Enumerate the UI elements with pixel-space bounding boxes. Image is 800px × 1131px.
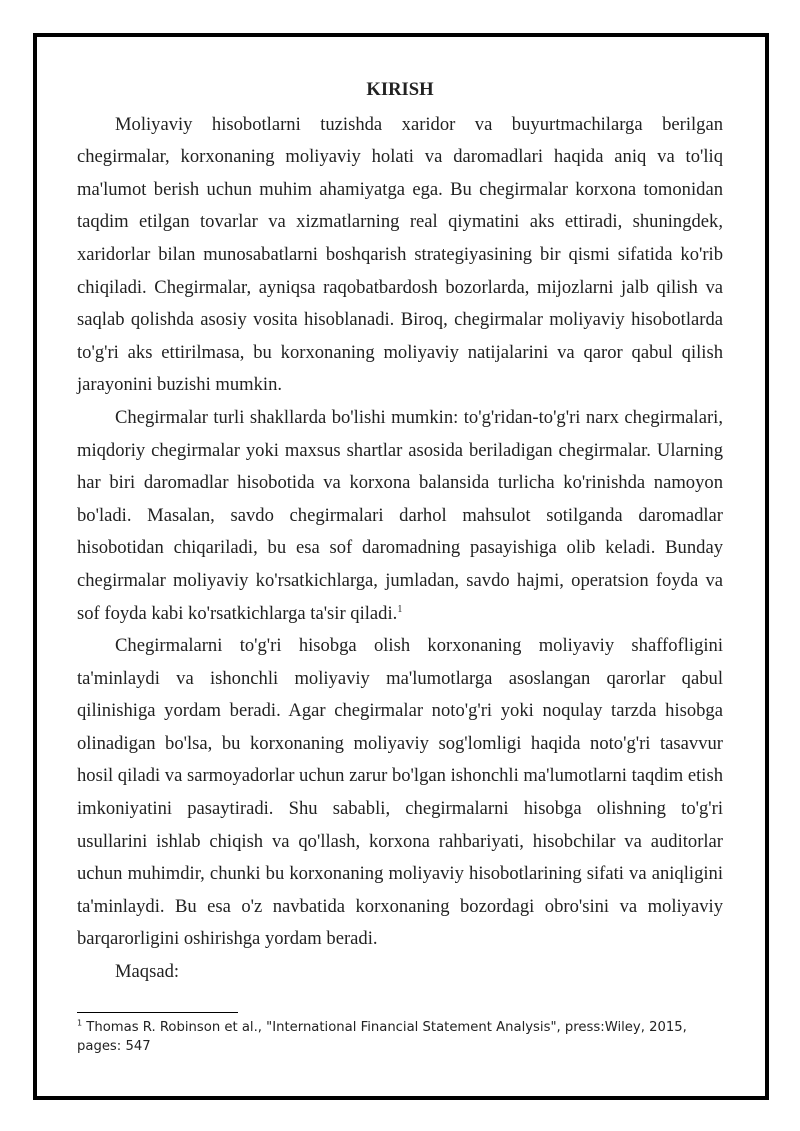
paragraph-2 bbox=[77, 402, 723, 630]
footnote-separator bbox=[77, 1012, 238, 1013]
footnote-text: Thomas R. Robinson et al., "International Financial Statement Analysis", press:Wiley, 2015, pages: 547 bbox=[77, 1020, 687, 1054]
paragraph-3: Chegirmalarni to'g'ri hisobga olish korxonaning moliyaviy shaffofligini ta'minlaydi va ishonchli moliyaviy ma'lumotlarga asoslangan qarorlar qabul qilinishiga yordam beradi. Agar chegirmalar noto'g'ri yoki noqulay tarzda hisobga olinadigan bo'lsa, bu korxonaning moliyaviy sog'lomligi haqida noto'g'ri tasavvur hosil qiladi va sarmoyadorlar uchun zarur bo'lgan ishonchli ma'lumotlarni taqdim etish imkoniyatini pasaytiradi. Shu sababli, chegirmalarni hisobga olishning to'g'ri usullarini ishlab chiqish va qo'llash, korxona rahbariyati, hisobchilar va auditorlar uchun muhimdir, chunki bu korxonaning moliyaviy hisobotlarining sifati va aniqligini ta'minlaydi. Bu esa o'z navbatida korxonaning bozordagi obro'sini va moliyaviy barqarorligini oshirishga yordam beradi. bbox=[77, 635, 723, 950]
page-body bbox=[77, 74, 723, 989]
paragraph-1: Moliyaviy hisobotlarni tuzishda xaridor va buyurtmachilarga berilgan chegirmalar, korxonaning moliyaviy holati va daromadlari haqida aniq va to'liq ma'lumot berish uchun muhim ahamiyatga ega. Bu chegirmalar korxona tomonidan taqdim etilgan tovarlar va xizmatlarning real qiymatini aks ettiradi, shuningdek, xaridorlar bilan munosabatlarni boshqarish strategiyasining bir qismi sifatida ko'rib chiqiladi. Chegirmalar, ayniqsa raqobatbardosh bozorlarda, mijozlarni jalb qilish va saqlab qolishda asosiy vosita hisoblanadi. Biroq, chegirmalar moliyaviy hisobotlarda to'g'ri aks ettirilmasa, bu korxonaning moliyaviy natijalarini va qaror qabul qilish jarayonini buzishi mumkin. bbox=[77, 113, 723, 396]
footnote-reference[interactable]: 1 bbox=[397, 603, 403, 615]
footnote-marker: 1 bbox=[77, 1018, 83, 1028]
paragraph-2-text: Chegirmalar turli shakllarda bo'lishi mumkin: to'g'ridan-to'g'ri narx chegirmalari, miqdoriy chegirmalar yoki maxsus shartlar asosida beriladigan chegirmalar. Ularning har biri daromadlar hisobotida va korxona balansida turlicha ko'rinishda namoyon bo'ladi. Masalan, savdo chegirmalari darhol mahsulot sotilganda daromadlar hisobotidan chiqariladi, bu esa sof daromadning pasayishiga olib keladi. Bunday chegirmalar moliyaviy ko'rsatkichlarga, jumladan, savdo hajmi, operatsion foyda va sof foyda kabi ko'rsatkichlarga ta'sir qiladi. bbox=[77, 406, 723, 624]
page-title: KIRISH bbox=[366, 79, 434, 100]
paragraph-4: Maqsad: bbox=[115, 961, 180, 983]
footnote bbox=[77, 1018, 707, 1056]
